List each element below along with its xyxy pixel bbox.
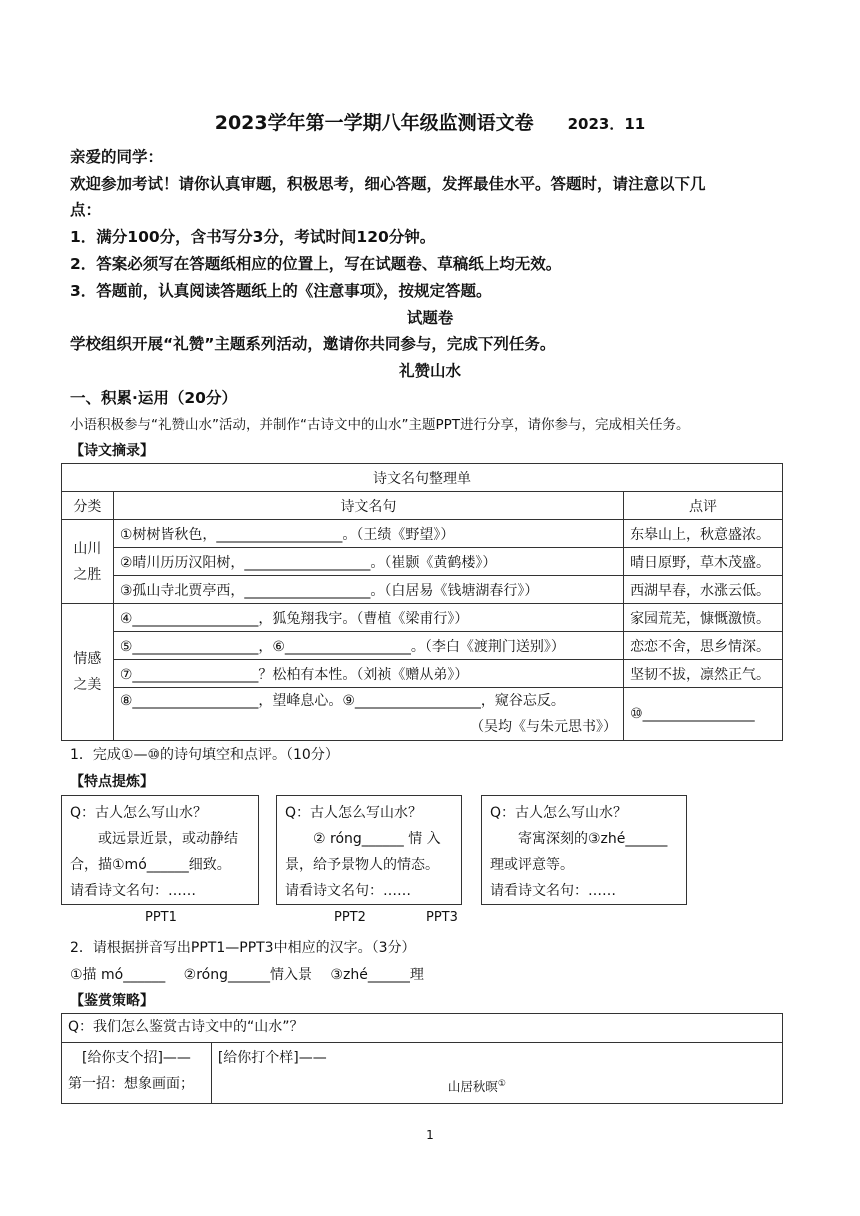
poem-table [61, 463, 783, 741]
table-comment: ⑩________________ [624, 688, 783, 741]
rule-2: 2．答案必须写在答题纸相应的位置上，写在试题卷、草稿纸上均无效。 [70, 255, 562, 273]
welcome-line-2: 点： [70, 201, 102, 219]
table-row: ④__________________，狐兔翔我宇。（曹植《梁甫行》） [113, 604, 623, 632]
section1-heading: 一、积累·运用（20分） [70, 389, 237, 407]
ppt-label-3: PPT3 [426, 910, 458, 925]
ppt-label-1: PPT1 [145, 910, 177, 925]
table-comment: 家园荒芜，慷慨激愤。 [624, 604, 783, 632]
paper-label: 试题卷 [406, 309, 454, 327]
table-comment: 恋恋不舍，思乡情深。 [624, 632, 783, 660]
table-row: ⑤__________________，⑥__________________。（李白《渡荆门送别》） [113, 632, 623, 660]
excerpt-heading: 【诗文摘录】 [70, 443, 154, 459]
rule-1: 1．满分100分，含书写分3分，考试时间120分钟。 [70, 228, 436, 246]
page-number: 1 [426, 1128, 434, 1142]
table-caption: 诗文名句整理单 [62, 464, 783, 492]
strategy-example: [给你打个样]—— 山居秋暝① [211, 1043, 782, 1104]
greeting: 亲爱的同学： [70, 148, 164, 166]
question-1: 1．完成①—⑩的诗句填空和点评。（10分） [70, 747, 339, 763]
header-category: 分类 [62, 492, 114, 520]
rule-3: 3．答题前，认真阅读答题纸上的《注意事项》，按规定答题。 [70, 282, 492, 300]
table-row: ⑧__________________，望峰息心。⑨__________________，窥谷忘反。 （吴均《与朱元思书》） [113, 688, 623, 741]
header-verse: 诗文名句 [113, 492, 623, 520]
strategy-heading: 【鉴赏策略】 [70, 993, 154, 1009]
category-landscape: 山川之胜 [62, 520, 114, 604]
strategy-table [61, 1013, 783, 1104]
table-comment: 东皋山上，秋意盛浓。 [624, 520, 783, 548]
ppt-card-1: Q：古人怎么写山水？ 或远景近景，或动静结 合，描①mó______细致。 请看诗文名句：…… [61, 795, 259, 905]
strategy-question: Q：我们怎么鉴赏古诗文中的“山水”？ [62, 1014, 783, 1043]
question-2: 2．请根据拼音写出PPT1—PPT3中相应的汉字。（3分） [70, 940, 416, 956]
table-row: ⑦__________________？松柏有本性。（刘祯《赠从弟》） [113, 660, 623, 688]
ppt-card-3: Q：古人怎么写山水？ 寄寓深刻的③zhé______ 理或评意等。 请看诗文名句：…… [481, 795, 687, 905]
table-row: ①树树皆秋色，__________________。（王绩《野望》） [113, 520, 623, 548]
theme-intro: 学校组织开展“礼赞”主题系列活动，邀请你共同参与，完成下列任务。 [70, 335, 556, 353]
page-title: 2023学年第一学期八年级监测语文卷 2023．11 [214, 112, 646, 134]
exam-date: 2023．11 [567, 115, 646, 133]
ppt-label-2: PPT2 [334, 910, 366, 925]
ppt-card-2: Q：古人怎么写山水？ ② róng______ 情 入 景，给予景物人的情态。 请看诗文名句：…… [276, 795, 462, 905]
unit-title: 礼赞山水 [398, 362, 461, 380]
welcome-line-1: 欢迎参加考试！请你认真审题，积极思考，细心答题，发挥最佳水平。答题时，请注意以下几 [70, 175, 706, 193]
table-comment: 晴日原野，草木茂盛。 [624, 548, 783, 576]
header-comment: 点评 [624, 492, 783, 520]
feature-heading: 【特点提炼】 [70, 774, 154, 790]
table-row: ②晴川历历汉阳树，__________________。（崔颢《黄鹤楼》） [113, 548, 623, 576]
section1-desc: 小语积极参与“礼赞山水”活动，并制作“古诗文中的山水”主题PPT进行分享，请你参与，完成相关任务。 [70, 417, 690, 433]
strategy-tips: [给你支个招]—— 第一招：想象画面； [62, 1043, 212, 1104]
category-emotion: 情感之美 [62, 604, 114, 741]
question-2-answers: ①描 mó______ ②róng______情入景 ③zhé______理 [70, 967, 424, 983]
poem-title: 山居秋暝 [447, 1079, 498, 1095]
table-comment: 坚韧不拔，凛然正气。 [624, 660, 783, 688]
table-comment: 西湖早春，水涨云低。 [624, 576, 783, 604]
table-row: ③孤山寺北贾亭西，__________________。（白居易《钱塘湖春行》） [113, 576, 623, 604]
